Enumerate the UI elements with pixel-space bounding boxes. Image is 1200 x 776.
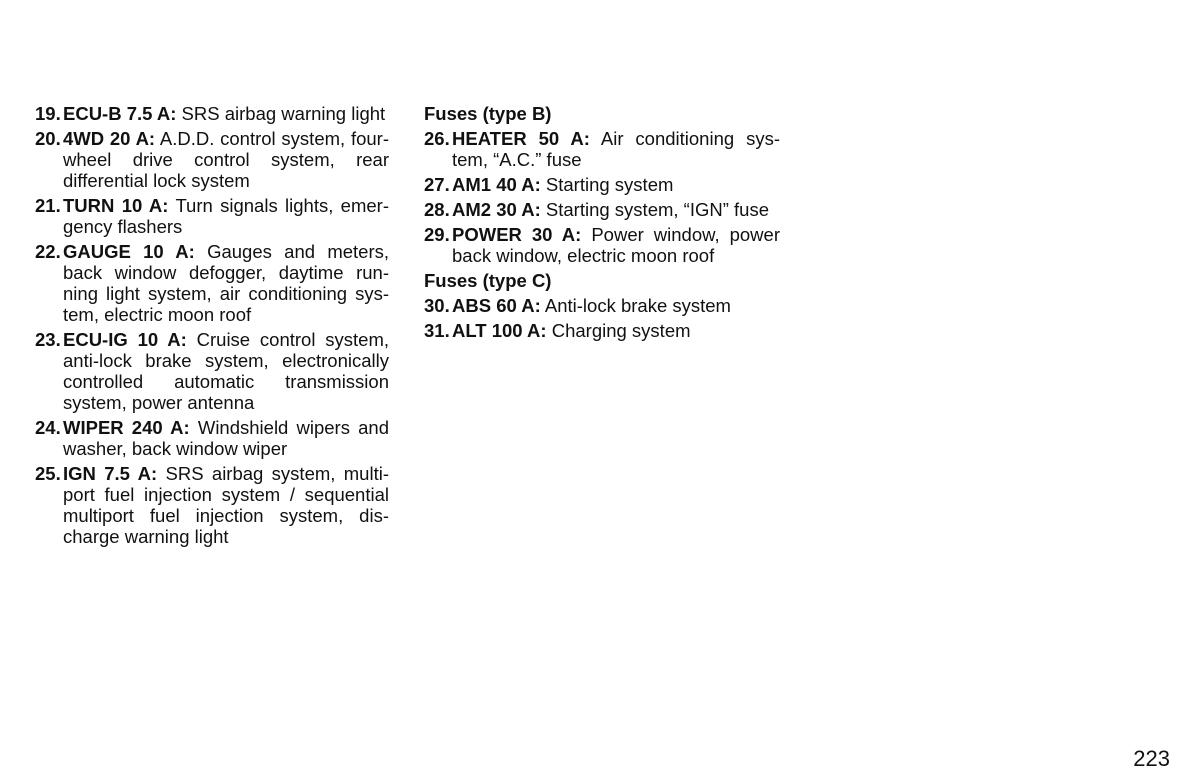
entry-content [63, 463, 389, 547]
fuse-label: ALT 100 A: [452, 320, 547, 341]
fuse-description: Windshield wipers and washer, back window wiper [63, 417, 390, 459]
fuse-entry-23 [35, 329, 389, 413]
fuse-label: IGN 7.5 A: [63, 463, 158, 484]
fuse-entry-22 [35, 241, 389, 325]
fuse-list-right-column [424, 103, 780, 345]
entry-number: 29. [424, 224, 450, 245]
entry-number: 26. [424, 128, 450, 149]
fuse-entry-19 [35, 103, 389, 124]
entry-content [452, 128, 780, 170]
page-number: 223 [1133, 746, 1170, 771]
entry-number: 24. [35, 417, 61, 438]
fuse-label: POWER 30 A: [452, 224, 582, 245]
entry-number: 30. [424, 295, 450, 316]
fuse-list-left-column [35, 103, 389, 551]
fuse-description: Cruise control system, anti-lock brake system, electronically controlled automatic transmission system, power antenna [63, 329, 389, 413]
fuse-label: AM1 40 A: [452, 174, 541, 195]
fuse-description: Starting system, “IGN” fuse [540, 199, 769, 220]
fuse-label: AM2 30 A: [452, 199, 541, 220]
fuse-description: Power window, power back window, electric moon roof [452, 224, 780, 266]
fuse-description: Air conditioning sys-tem, “A.C.” fuse [452, 128, 780, 170]
fuse-entry-30 [424, 295, 780, 316]
fuse-label: 4WD 20 A: [63, 128, 156, 149]
entry-content [452, 320, 780, 341]
fuse-label: TURN 10 A: [63, 195, 169, 216]
entry-number: 19. [35, 103, 61, 124]
section-heading-fuses-type-c: Fuses (type C) [424, 270, 552, 291]
fuse-label: GAUGE 10 A: [63, 241, 195, 262]
fuse-entry-29 [424, 224, 780, 266]
fuse-label: WIPER 240 A: [63, 417, 190, 438]
entry-number: 20. [35, 128, 61, 149]
entry-content [452, 174, 780, 195]
entry-content [63, 195, 389, 237]
entry-number: 31. [424, 320, 450, 341]
fuse-entry-25 [35, 463, 389, 547]
entry-content [452, 295, 780, 316]
entry-content [63, 103, 389, 124]
entry-number: 27. [424, 174, 450, 195]
fuse-label: HEATER 50 A: [452, 128, 590, 149]
fuse-description: Starting system [540, 174, 674, 195]
entry-content [63, 417, 389, 459]
fuse-label: ABS 60 A: [452, 295, 541, 316]
fuse-description: Turn signals lights, emer-gency flashers [63, 195, 389, 237]
fuse-entry-27 [424, 174, 780, 195]
fuse-entry-26 [424, 128, 780, 170]
entry-content [63, 329, 389, 413]
fuse-entry-31 [424, 320, 780, 341]
entry-number: 25. [35, 463, 61, 484]
fuse-entry-28 [424, 199, 780, 220]
fuse-description: SRS airbag system, multi-port fuel injection system / sequential multiport fuel injection system, dis-charge warning light [63, 463, 389, 547]
fuse-label: ECU-IG 10 A: [63, 329, 187, 350]
entry-content [452, 199, 780, 220]
fuse-description: Charging system [546, 320, 691, 341]
entry-number: 22. [35, 241, 61, 262]
entry-content [63, 128, 389, 191]
entry-content [63, 241, 389, 325]
entry-number: 28. [424, 199, 450, 220]
fuse-entry-21 [35, 195, 389, 237]
fuse-description: A.D.D. control system, four-wheel drive control system, rear differential lock system [63, 128, 389, 191]
entry-number: 23. [35, 329, 61, 350]
section-heading-fuses-type-b: Fuses (type B) [424, 103, 552, 124]
fuse-description: Anti-lock brake system [540, 295, 731, 316]
fuse-description: Gauges and meters, back window defogger, daytime run-ning light system, air conditioning sys-tem, electric moon roof [63, 241, 389, 325]
fuse-entry-24 [35, 417, 389, 459]
entry-content [452, 224, 780, 266]
fuse-label: ECU-B 7.5 A: [63, 103, 177, 124]
fuse-entry-20 [35, 128, 389, 191]
fuse-description: SRS airbag warning light [176, 103, 386, 124]
entry-number: 21. [35, 195, 61, 216]
